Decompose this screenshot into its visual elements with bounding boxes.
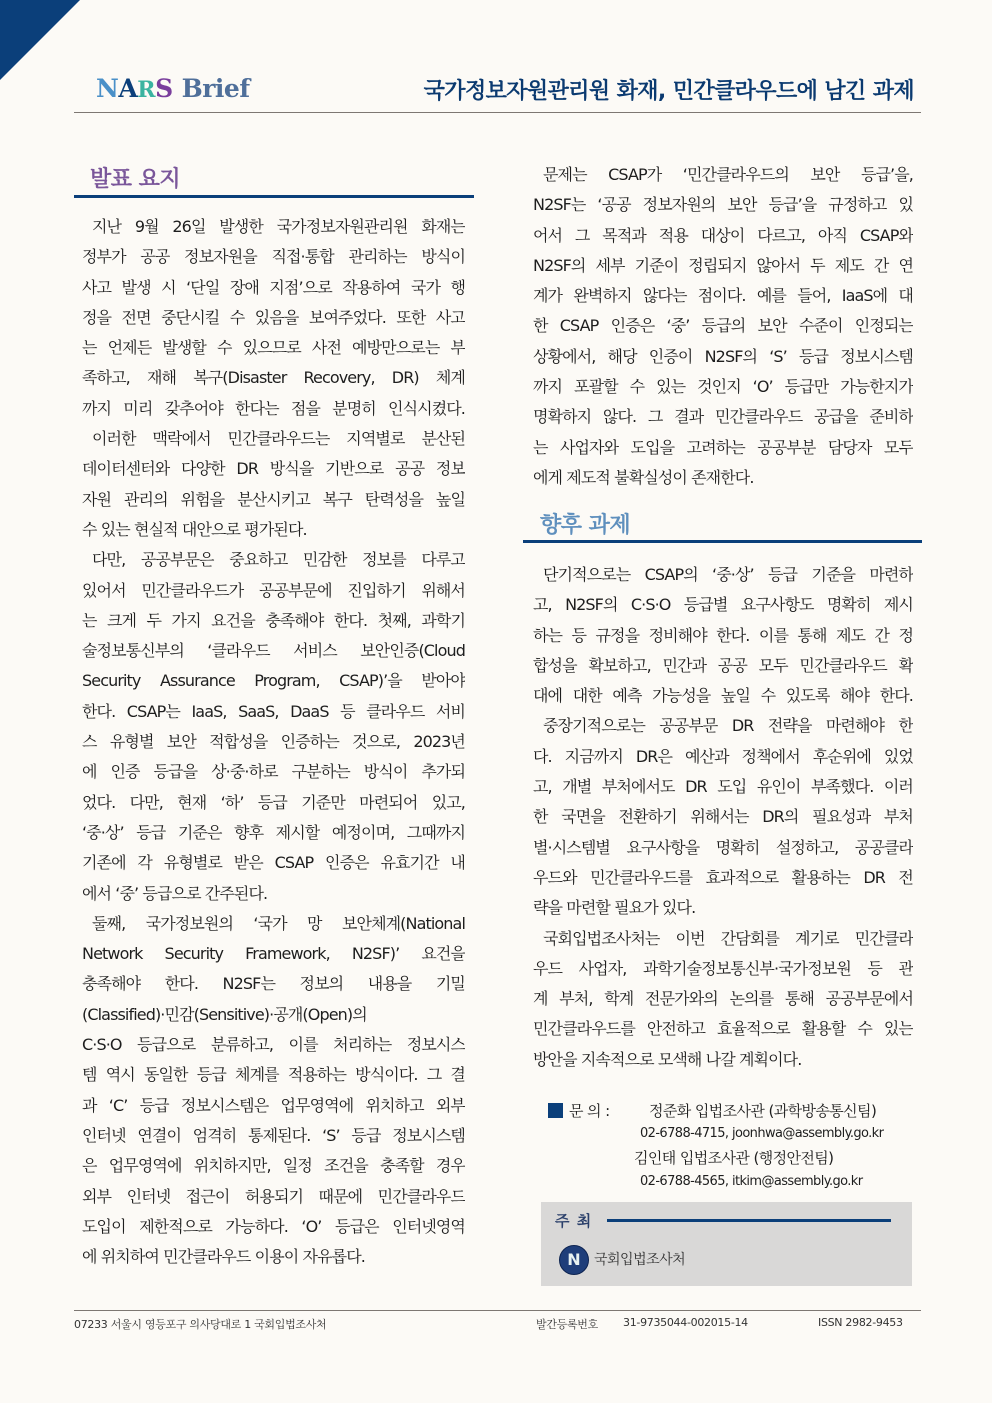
text-line: 는 사업자와 도입을 고려하는 공공부분 담당자 모두 xyxy=(533,437,913,457)
text-line: 는 크게 두 가지 요건을 충족해야 한다. 첫째, 과학기 xyxy=(82,610,465,630)
contact-person-1: 정준화 입법조사관 (과학방송통신팀) xyxy=(649,1101,877,1120)
text-line: 까지 미리 갖추어야 한다는 점을 분명히 인식시켰다. xyxy=(82,398,465,418)
text-line: C·S·O 등급으로 분류하고, 이를 처리하는 정보시스 xyxy=(82,1035,465,1055)
text-line: 우드 사업자, 과학기술정보통신부·국가정보원 등 관 xyxy=(533,958,913,978)
text-line: 다만, 공공부문은 중요하고 민감한 정보를 다루고 xyxy=(92,550,465,570)
future-tasks-body xyxy=(533,560,913,1075)
contact-person-2-info: 02-6788-4565, itkim@assembly.go.kr xyxy=(640,1174,863,1189)
square-bullet-icon xyxy=(548,1103,563,1118)
text-line: 계가 완벽하지 않다는 점이다. 예를 들어, IaaS에 대 xyxy=(533,286,913,306)
text-line: 있어서 민간클라우드가 공공부문에 진입하기 위해서 xyxy=(82,580,465,600)
text-line: 술정보통신부의 ‘클라우드 서비스 보안인증(Cloud xyxy=(82,641,465,661)
text-line: 고, 개별 부처에서도 DR 도입 유인이 부족했다. 이러 xyxy=(533,777,913,797)
text-line: 다. 지금까지 DR은 예산과 정책에서 후순위에 있었 xyxy=(533,746,913,766)
text-line: 는 언제든 발생할 수 있으므로 사전 예방만으로는 부 xyxy=(82,338,465,358)
text-line: 사고 발생 시 ‘단일 장애 지점’으로 작용하여 국가 행 xyxy=(82,277,465,297)
text-line: ‘중·상’ 등급 기준은 향후 제시할 예정이며, 그때까지 xyxy=(82,822,465,842)
header-divider xyxy=(74,112,921,113)
text-line: 자원 관리의 위험을 분산시키고 복구 탄력성을 높일 xyxy=(82,489,465,509)
text-line: N2SF의 세부 기준이 정립되지 않아서 두 제도 간 연 xyxy=(533,255,913,275)
host-box xyxy=(541,1202,912,1286)
text-line: 고, N2SF의 C·S·O 등급별 요구사항도 명확히 제시 xyxy=(533,595,913,615)
text-line: 하는 등 규정을 정비해야 한다. 이를 통해 제도 간 정 xyxy=(533,625,913,645)
host-label: 주 최 xyxy=(555,1212,593,1230)
nars-seal-icon: N xyxy=(559,1245,589,1275)
text-line: 수 있는 현실적 대안으로 평가된다. xyxy=(82,519,307,539)
text-line: 국회입법조사처는 이번 간담회를 계기로 민간클라 xyxy=(543,928,913,948)
text-line: 문제는 CSAP가 ‘민간클라우드의 보안 등급’을, xyxy=(543,165,913,184)
contact-person-2: 김인태 입법조사관 (행정안전팀) xyxy=(634,1149,834,1167)
text-line: 계 부처, 학계 전문가와의 논의를 통해 공공부문에서 xyxy=(533,989,913,1009)
text-line: 족하고, 재해 복구(Disaster Recovery, DR) 체계 xyxy=(82,368,465,388)
logo-letter-s: S xyxy=(155,74,173,103)
footer-divider xyxy=(74,1310,921,1311)
text-line: 에서 ‘중’ 등급으로 간주된다. xyxy=(82,883,268,903)
text-line: 었다. 다만, 현재 ‘하’ 등급 기준만 마련되어 있고, xyxy=(82,792,465,812)
text-line: 인터넷 연결이 엄격히 통제된다. ‘S’ 등급 정보시스템 xyxy=(82,1125,465,1145)
text-line: 에게 제도적 불확실성이 존재한다. xyxy=(533,467,754,487)
text-line: 둘째, 국가정보원의 ‘국가 망 보안체계(National xyxy=(92,913,465,933)
logo-letter-a: A xyxy=(118,74,138,103)
section-heading-future-tasks: 향후 과제 xyxy=(540,513,631,538)
footer-issn: ISSN 2982-9453 xyxy=(818,1316,903,1329)
text-line: 명확하지 않다. 그 결과 민간클라우드 공급을 준비하 xyxy=(533,407,913,427)
logo-letter-r: R xyxy=(137,77,156,103)
text-line: 스 유형별 보안 적합성을 인증하는 것으로, 2023년 xyxy=(82,732,465,752)
text-line: 정을 전면 중단시킬 수 있음을 보여주었다. 또한 사고 xyxy=(82,307,465,327)
text-line: Network Security Framework, N2SF)’ 요건을 xyxy=(82,944,465,964)
summary-body xyxy=(82,212,465,1272)
text-line: 우드와 민간클라우드를 효과적으로 활용하는 DR 전 xyxy=(533,867,913,887)
text-line: 중장기적으로는 공공부문 DR 전략을 마련해야 한 xyxy=(543,716,913,736)
text-line: 별·시스템별 요구사항을 명확히 설정하고, 공공클라 xyxy=(533,837,913,857)
section-rule-summary xyxy=(74,195,474,198)
text-line: 에 인증 등급을 상·중·하로 구분하는 방식이 추가되 xyxy=(82,762,465,782)
text-line: 대에 대한 예측 가능성을 높일 수 있도록 해야 한다. xyxy=(533,686,913,706)
footer-registration-number: 31-9735044-002015-14 xyxy=(623,1316,748,1329)
logo-letter-n: N xyxy=(96,74,119,103)
text-line: 단기적으로는 CSAP의 ‘중·상’ 등급 기준을 마련하 xyxy=(543,565,913,584)
text-line: 략을 마련할 필요가 있다. xyxy=(533,898,696,918)
host-organization: 국회입법조사처 xyxy=(594,1252,686,1268)
host-rule xyxy=(607,1219,891,1222)
text-line: 한 국면을 전환하기 위해서는 DR의 필요성과 부처 xyxy=(533,807,913,827)
text-line: 어서 그 목적과 적용 대상이 다르고, 아직 CSAP와 xyxy=(533,225,913,245)
text-line: Security Assurance Program, CSAP)’을 받아야 xyxy=(82,671,465,691)
footer-registration-label: 발간등록번호 xyxy=(536,1318,598,1331)
nars-brief-logo xyxy=(96,74,250,106)
text-line: 상황에서, 해당 인증이 N2SF의 ‘S’ 등급 정보시스템 xyxy=(533,346,913,366)
footer-address: 07233 서울시 영등포구 의사당대로 1 국회입법조사처 xyxy=(74,1318,327,1331)
text-line: 민간클라우드를 안전하고 효율적으로 활용할 수 있는 xyxy=(533,1019,913,1039)
text-line: (Classified)·민감(Sensitive)·공개(Open)의 xyxy=(82,1004,367,1024)
text-line: 합성을 확보하고, 민간과 공공 모두 민간클라우드 확 xyxy=(533,655,913,675)
text-line: 충족해야 한다. N2SF는 정보의 내용을 기밀 xyxy=(82,974,465,994)
text-line: 과 ‘C’ 등급 정보시스템은 업무영역에 위치하고 외부 xyxy=(82,1095,465,1115)
text-line: 은 업무영역에 위치하지만, 일정 조건을 충족할 경우 xyxy=(82,1156,465,1176)
text-line: 방안을 지속적으로 모색해 나갈 계획이다. xyxy=(533,1049,802,1069)
corner-decoration xyxy=(0,0,80,80)
document-title: 국가정보자원관리원 화재, 민간클라우드에 남긴 과제 xyxy=(423,79,914,104)
text-line: 에 위치하여 민간클라우드 이용이 자유롭다. xyxy=(82,1247,365,1267)
logo-brief: Brief xyxy=(181,74,250,103)
text-line: 데이터센터와 다양한 DR 방식을 기반으로 공공 정보 xyxy=(82,459,465,479)
text-line: 한 CSAP 인증은 ‘중’ 등급의 보안 수준이 인정되는 xyxy=(533,316,913,336)
text-line: 이러한 맥락에서 민간클라우드는 지역별로 분산된 xyxy=(92,429,465,449)
section-rule-future-tasks xyxy=(523,540,922,543)
contact-block xyxy=(548,1098,918,1194)
text-line: 외부 인터넷 접근이 허용되기 때문에 민간클라우드 xyxy=(82,1186,465,1206)
text-line: 템 역시 동일한 등급 체계를 적용하는 방식이다. 그 결 xyxy=(82,1065,465,1085)
contact-label: 문 의 : xyxy=(569,1101,610,1120)
text-line: 지난 9월 26일 발생한 국가정보자원관리원 화재는 xyxy=(92,217,465,236)
text-line: N2SF는 ‘공공 정보자원의 보안 등급’을 규정하고 있 xyxy=(533,195,913,215)
contact-person-1-info: 02-6788-4715, joonhwa@assembly.go.kr xyxy=(640,1126,884,1141)
text-line: 까지 포괄할 수 있는 것인지 ‘O’ 등급만 가능한지가 xyxy=(533,377,913,397)
text-line: 정부가 공공 정보자원을 직접·통합 관리하는 방식이 xyxy=(82,247,465,267)
text-line: 기존에 각 유형별로 받은 CSAP 인증은 유효기간 내 xyxy=(82,853,465,873)
section-heading-summary: 발표 요지 xyxy=(90,167,181,192)
text-line: 도입이 제한적으로 가능하다. ‘O’ 등급은 인터넷영역 xyxy=(82,1216,465,1236)
issue-body xyxy=(533,160,913,493)
text-line: 한다. CSAP는 IaaS, SaaS, DaaS 등 클라우드 서비 xyxy=(82,701,465,721)
